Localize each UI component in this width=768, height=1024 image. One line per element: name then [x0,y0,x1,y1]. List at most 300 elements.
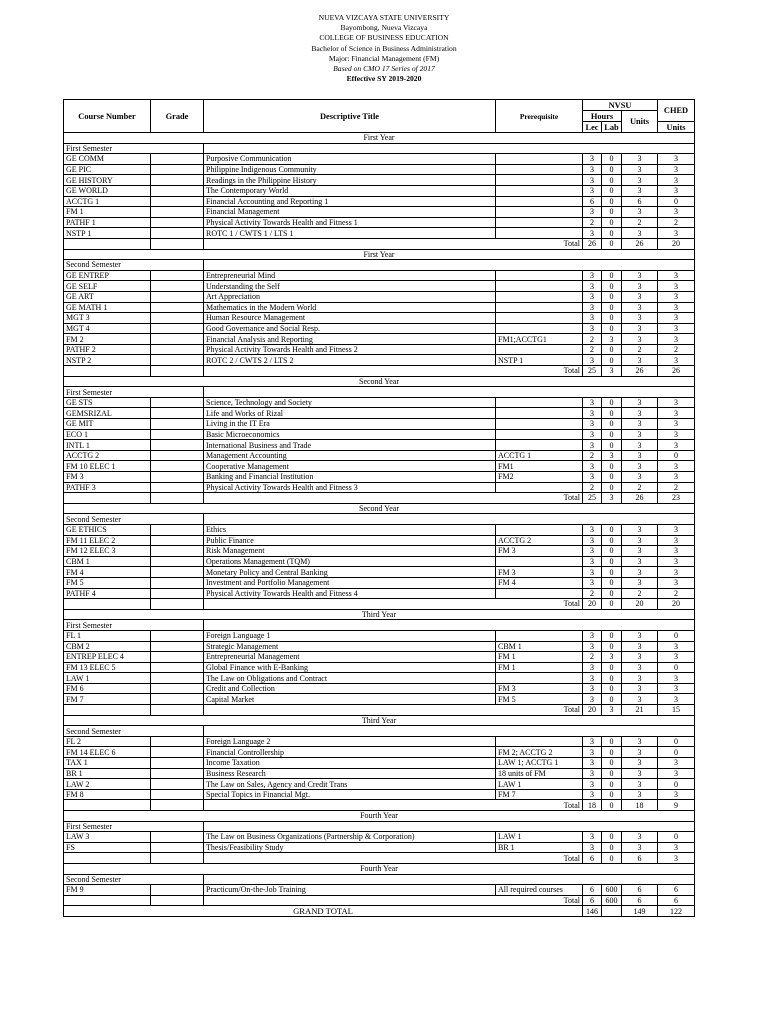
course-number: FM 11 ELEC 2 [64,535,151,546]
nvsu-units: 6 [622,196,658,207]
grade-cell [151,175,204,186]
lec-hours: 3 [583,185,602,196]
course-number: GE ART [64,291,151,302]
lab-hours: 0 [602,641,622,652]
course-row [64,588,695,599]
course-prerequisite [496,313,583,324]
course-prerequisite [496,588,583,599]
course-number: GE PIC [64,164,151,175]
ched-units: 3 [658,419,695,430]
course-row [64,472,695,483]
nvsu-units: 3 [622,641,658,652]
course-row [64,408,695,419]
course-number: GE ETHICS [64,524,151,535]
lab-hours: 0 [602,842,622,853]
lab-hours: 0 [602,556,622,567]
course-prerequisite: FM 3 [496,546,583,557]
lec-hours: 3 [583,789,602,800]
course-title: Readings in the Philippine History [204,175,496,186]
grade-cell [151,673,204,684]
total-ched: 26 [658,366,695,377]
course-prerequisite: FM1 [496,461,583,472]
course-title: Monetary Policy and Central Banking [204,567,496,578]
course-row [64,355,695,366]
lec-hours: 6 [583,196,602,207]
course-prerequisite [496,482,583,493]
nvsu-units: 3 [622,440,658,451]
course-row [64,577,695,588]
total-label: Total [204,853,583,864]
course-row [64,228,695,239]
lec-hours: 3 [583,164,602,175]
grade-cell [151,779,204,790]
course-prerequisite: LAW 1 [496,832,583,843]
semester-label: Second Semester [64,514,204,525]
nvsu-units: 3 [622,281,658,292]
course-prerequisite [496,196,583,207]
total-units: 18 [622,800,658,811]
total-grade-blank [151,800,204,811]
course-prerequisite: LAW 1; ACCTG 1 [496,758,583,769]
total-units: 26 [622,238,658,249]
course-prerequisite: FM 1 [496,662,583,673]
course-number: LAW 2 [64,779,151,790]
nvsu-units: 3 [622,630,658,641]
ched-units: 3 [658,175,695,186]
grand-total-lab [602,906,622,917]
semester-label: First Semester [64,143,204,154]
course-number: CBM 1 [64,556,151,567]
course-prerequisite [496,207,583,218]
course-title: Human Resource Management [204,313,496,324]
course-number: FM 6 [64,683,151,694]
total-units: 26 [622,493,658,504]
ched-units: 3 [658,461,695,472]
course-title: Income Taxation [204,758,496,769]
nvsu-units: 3 [622,408,658,419]
course-number: GE ENTREP [64,270,151,281]
course-number: GE MIT [64,419,151,430]
grade-cell [151,461,204,472]
ched-units: 0 [658,832,695,843]
total-row [64,800,695,811]
semester-filler [204,143,695,154]
total-course-blank [64,366,151,377]
lec-hours: 3 [583,736,602,747]
course-title: Ethics [204,524,496,535]
course-number: FM 8 [64,789,151,800]
total-grade-blank [151,599,204,610]
ched-units: 3 [658,546,695,557]
lab-hours: 0 [602,789,622,800]
course-prerequisite [496,630,583,641]
semester-label: First Semester [64,387,204,398]
year-row [64,863,695,874]
header-prerequisite: Prerequisite [496,100,583,133]
ched-units: 3 [658,789,695,800]
grade-cell [151,482,204,493]
course-prerequisite [496,440,583,451]
course-title: Strategic Management [204,641,496,652]
lec-hours: 2 [583,334,602,345]
semester-label: Second Semester [64,260,204,271]
course-row [64,652,695,663]
course-title: The Law on Sales, Agency and Credit Trans [204,779,496,790]
header-nvsu: NVSU [583,100,658,111]
grade-cell [151,694,204,705]
lec-hours: 3 [583,683,602,694]
ched-units: 3 [658,768,695,779]
total-course-blank [64,895,151,906]
grade-cell [151,429,204,440]
course-prerequisite [496,154,583,165]
ched-units: 3 [658,556,695,567]
course-row [64,673,695,684]
course-prerequisite: FM 2; ACCTG 2 [496,747,583,758]
lec-hours: 3 [583,397,602,408]
total-units: 21 [622,705,658,716]
grand-total-lec: 146 [583,906,602,917]
lab-hours: 0 [602,758,622,769]
lec-hours: 2 [583,652,602,663]
grade-cell [151,185,204,196]
total-label: Total [204,895,583,906]
course-title: Global Finance with E-Banking [204,662,496,673]
semester-row [64,387,695,398]
course-number: ECO 1 [64,429,151,440]
course-title: Thesis/Feasibility Study [204,842,496,853]
course-row [64,789,695,800]
ched-units: 0 [658,736,695,747]
lab-hours: 0 [602,344,622,355]
lab-hours: 0 [602,535,622,546]
ched-units: 3 [658,281,695,292]
grade-cell [151,683,204,694]
nvsu-units: 3 [622,313,658,324]
course-prerequisite [496,408,583,419]
ched-units: 3 [658,302,695,313]
grade-cell [151,302,204,313]
semester-filler [204,874,695,885]
lec-hours: 3 [583,524,602,535]
lab-hours: 0 [602,185,622,196]
course-prerequisite: ACCTG 2 [496,535,583,546]
lab-hours: 0 [602,175,622,186]
semester-label: First Semester [64,620,204,631]
lec-hours: 6 [583,885,602,896]
lab-hours: 0 [602,736,622,747]
total-row [64,238,695,249]
course-title: Operations Management (TQM) [204,556,496,567]
total-lec: 25 [583,493,602,504]
year-row [64,609,695,620]
lec-hours: 3 [583,419,602,430]
course-number: FM 9 [64,885,151,896]
header-grade: Grade [151,100,204,133]
total-label: Total [204,599,583,610]
course-row [64,164,695,175]
grade-cell [151,355,204,366]
course-row [64,832,695,843]
total-label: Total [204,238,583,249]
lab-hours: 0 [602,164,622,175]
ched-units: 3 [658,842,695,853]
course-title: Credit and Collection [204,683,496,694]
nvsu-units: 3 [622,747,658,758]
lec-hours: 2 [583,450,602,461]
ched-units: 2 [658,217,695,228]
lab-hours: 0 [602,472,622,483]
course-prerequisite: 18 units of FM [496,768,583,779]
nvsu-units: 2 [622,344,658,355]
course-number: GE MATH 1 [64,302,151,313]
ched-units: 3 [658,652,695,663]
course-row [64,217,695,228]
course-title: Foreign Language 2 [204,736,496,747]
total-row [64,366,695,377]
nvsu-units: 2 [622,588,658,599]
nvsu-units: 3 [622,662,658,673]
header-lec: Lec [583,122,602,133]
semester-filler [204,387,695,398]
lab-hours: 0 [602,683,622,694]
course-row [64,196,695,207]
course-row [64,154,695,165]
course-row [64,313,695,324]
total-ched: 3 [658,853,695,864]
semester-filler [204,514,695,525]
ched-units: 0 [658,450,695,461]
course-row [64,397,695,408]
grade-cell [151,641,204,652]
ched-units: 3 [658,164,695,175]
grade-cell [151,832,204,843]
course-prerequisite: NSTP 1 [496,355,583,366]
grade-cell [151,408,204,419]
lec-hours: 3 [583,832,602,843]
course-number: CBM 2 [64,641,151,652]
course-number: FS [64,842,151,853]
grand-total-ched: 122 [658,906,695,917]
course-prerequisite: FM 3 [496,683,583,694]
course-prerequisite [496,419,583,430]
ched-units: 2 [658,588,695,599]
total-units: 6 [622,895,658,906]
nvsu-units: 3 [622,164,658,175]
course-row [64,641,695,652]
lec-hours: 3 [583,154,602,165]
grade-cell [151,758,204,769]
semester-row [64,821,695,832]
grade-cell [151,747,204,758]
nvsu-units: 3 [622,694,658,705]
total-course-blank [64,705,151,716]
course-title: Purposive Communication [204,154,496,165]
ched-units: 0 [658,779,695,790]
lab-hours: 0 [602,270,622,281]
course-prerequisite: LAW 1 [496,779,583,790]
course-title: Financial Controllership [204,747,496,758]
nvsu-units: 3 [622,832,658,843]
total-lab: 600 [602,895,622,906]
total-row [64,493,695,504]
lab-hours: 0 [602,673,622,684]
total-lab: 3 [602,705,622,716]
ched-units: 3 [658,683,695,694]
ched-units: 3 [658,641,695,652]
course-title: Risk Management [204,546,496,557]
lab-hours: 0 [602,567,622,578]
lab-hours: 0 [602,408,622,419]
nvsu-units: 3 [622,779,658,790]
lec-hours: 3 [583,535,602,546]
course-prerequisite: FM 3 [496,567,583,578]
nvsu-units: 3 [622,450,658,461]
course-number: FM 13 ELEC 5 [64,662,151,673]
course-number: GE WORLD [64,185,151,196]
course-number: NSTP 2 [64,355,151,366]
year-row [64,715,695,726]
header-hours: Hours [583,111,622,122]
nvsu-units: 3 [622,789,658,800]
header-ched-units: Units [658,122,695,133]
lec-hours: 3 [583,302,602,313]
course-title: Business Research [204,768,496,779]
lec-hours: 3 [583,546,602,557]
lec-hours: 3 [583,429,602,440]
grade-cell [151,588,204,599]
grade-cell [151,736,204,747]
document-header [0,13,768,84]
course-prerequisite [496,302,583,313]
total-lec: 18 [583,800,602,811]
course-title: Art Appreciation [204,291,496,302]
header-lab: Lab [602,122,622,133]
nvsu-units: 3 [622,683,658,694]
course-prerequisite [496,556,583,567]
total-course-blank [64,493,151,504]
lab-hours: 0 [602,768,622,779]
course-title: Investment and Portfolio Management [204,577,496,588]
total-lec: 6 [583,895,602,906]
grade-cell [151,567,204,578]
lec-hours: 3 [583,779,602,790]
year-label: First Year [64,249,695,260]
ched-units: 3 [658,228,695,239]
course-prerequisite [496,217,583,228]
lab-hours: 0 [602,577,622,588]
grade-cell [151,524,204,535]
total-row [64,705,695,716]
lec-hours: 3 [583,291,602,302]
lab-hours: 0 [602,779,622,790]
grade-cell [151,154,204,165]
ched-units: 3 [658,577,695,588]
lec-hours: 3 [583,694,602,705]
course-title: Entrepreneurial Mind [204,270,496,281]
total-ched: 20 [658,599,695,610]
ched-units: 3 [658,207,695,218]
grade-cell [151,842,204,853]
year-label: Fourth Year [64,863,695,874]
course-title: Special Topics in Financial Mgt. [204,789,496,800]
total-lab: 0 [602,599,622,610]
course-title: The Contemporary World [204,185,496,196]
lec-hours: 2 [583,217,602,228]
course-number: FM 14 ELEC 6 [64,747,151,758]
total-label: Total [204,493,583,504]
lab-hours: 0 [602,196,622,207]
nvsu-units: 3 [622,175,658,186]
ched-units: 3 [658,334,695,345]
total-row [64,599,695,610]
ched-units: 3 [658,408,695,419]
lec-hours: 3 [583,747,602,758]
header-descriptive-title: Descriptive Title [204,100,496,133]
nvsu-units: 3 [622,736,658,747]
cmo-basis: Based on CMO 17 Series of 2017 [333,64,435,74]
course-prerequisite [496,323,583,334]
lab-hours: 0 [602,747,622,758]
ched-units: 3 [658,313,695,324]
lab-hours: 0 [602,323,622,334]
course-prerequisite: FM2 [496,472,583,483]
nvsu-units: 3 [622,397,658,408]
course-row [64,334,695,345]
lec-hours: 3 [583,662,602,673]
course-title: Financial Accounting and Reporting 1 [204,196,496,207]
ched-units: 3 [658,440,695,451]
total-lab: 3 [602,366,622,377]
total-units: 6 [622,853,658,864]
lab-hours: 0 [602,482,622,493]
nvsu-units: 3 [622,546,658,557]
course-number: NSTP 1 [64,228,151,239]
total-lec: 25 [583,366,602,377]
course-row [64,662,695,673]
lec-hours: 3 [583,461,602,472]
course-title: Basic Microeconomics [204,429,496,440]
grade-cell [151,630,204,641]
nvsu-units: 3 [622,768,658,779]
course-row [64,747,695,758]
course-title: Practicum/On-the-Job Training [204,885,496,896]
grade-cell [151,440,204,451]
nvsu-units: 3 [622,758,658,769]
grand-total-row [64,906,695,917]
course-row [64,281,695,292]
lab-hours: 0 [602,832,622,843]
ched-units: 0 [658,196,695,207]
course-number: GE COMM [64,154,151,165]
ched-units: 3 [658,291,695,302]
lec-hours: 3 [583,281,602,292]
year-label: Second Year [64,376,695,387]
total-lec: 26 [583,238,602,249]
course-prerequisite [496,736,583,747]
course-title: ROTC 2 / CWTS 2 / LTS 2 [204,355,496,366]
course-title: Physical Activity Towards Health and Fitness 4 [204,588,496,599]
grade-cell [151,323,204,334]
total-lec: 20 [583,599,602,610]
lab-hours: 0 [602,207,622,218]
total-lab: 0 [602,853,622,864]
course-title: Physical Activity Towards Health and Fitness 3 [204,482,496,493]
course-row [64,291,695,302]
grade-cell [151,207,204,218]
lab-hours: 0 [602,429,622,440]
semester-label: First Semester [64,821,204,832]
